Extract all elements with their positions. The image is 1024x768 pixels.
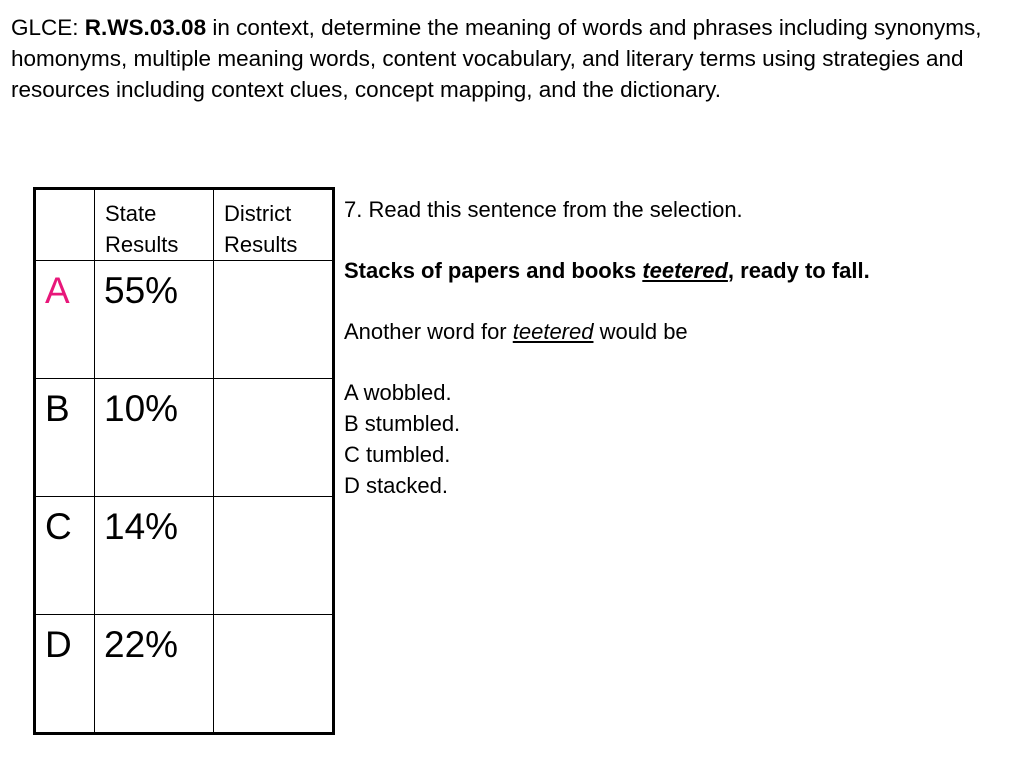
state-result-cell [95, 379, 214, 497]
district-result-cell [214, 261, 334, 379]
header-prefix: GLCE: [11, 15, 85, 40]
district-header-line2: Results [224, 232, 298, 257]
table-row [35, 615, 334, 734]
header-empty-cell [35, 189, 95, 261]
answer-letter: D [45, 624, 72, 665]
question-block [344, 194, 1004, 501]
state-result-cell [95, 497, 214, 615]
answer-option: A wobbled. [344, 380, 452, 405]
district-result [214, 615, 332, 623]
district-results-header [214, 189, 334, 261]
table-row [35, 497, 334, 615]
sentence-start: Stacks of papers and books [344, 258, 643, 283]
state-result-cell [95, 261, 214, 379]
table-row [35, 379, 334, 497]
question-sentence [344, 255, 1004, 286]
standard-code: R.WS.03.08 [84, 15, 207, 40]
district-result [214, 379, 332, 387]
ask-end: would be [593, 319, 688, 344]
state-result: 22% [104, 624, 179, 665]
answer-letter-correct: A [45, 270, 70, 311]
target-word: teetered [642, 258, 728, 283]
question-ask [344, 316, 1004, 347]
answer-option: C tumbled. [344, 442, 451, 467]
ask-target-word: teetered [512, 319, 594, 344]
state-results-header [95, 189, 214, 261]
table-header-row [35, 189, 334, 261]
results-table [33, 187, 335, 735]
answer-letter-cell [35, 379, 95, 497]
district-result [214, 261, 332, 269]
sentence-end: , ready to fall. [727, 258, 870, 283]
standard-description: in context, determine the meaning of words and phrases including synonyms, homonyms, multiple meaning words, content vocabulary, and literary terms using strategies and resources including context clues, concept mapping, and the dictionary. [11, 15, 982, 102]
state-result-cell [95, 615, 214, 734]
answer-option: B stumbled. [344, 411, 461, 436]
district-result-cell [214, 379, 334, 497]
answer-letter: C [45, 506, 72, 547]
answer-letter-cell [35, 615, 95, 734]
answer-letter-cell [35, 497, 95, 615]
state-result: 55% [104, 270, 179, 311]
answer-letter-cell [35, 261, 95, 379]
table-row [35, 261, 334, 379]
district-result [214, 497, 332, 505]
standard-header [11, 12, 1011, 105]
district-result-cell [214, 615, 334, 734]
state-result: 14% [104, 506, 179, 547]
district-header-line1: District [224, 201, 292, 226]
ask-start: Another word for [344, 319, 513, 344]
answer-letter: B [45, 388, 70, 429]
district-result-cell [214, 497, 334, 615]
answer-option: D stacked. [344, 473, 448, 498]
state-header-line2: Results [105, 232, 179, 257]
state-header-line1: State [105, 201, 157, 226]
state-result: 10% [104, 388, 179, 429]
question-prompt: 7. Read this sentence from the selection. [344, 197, 743, 222]
